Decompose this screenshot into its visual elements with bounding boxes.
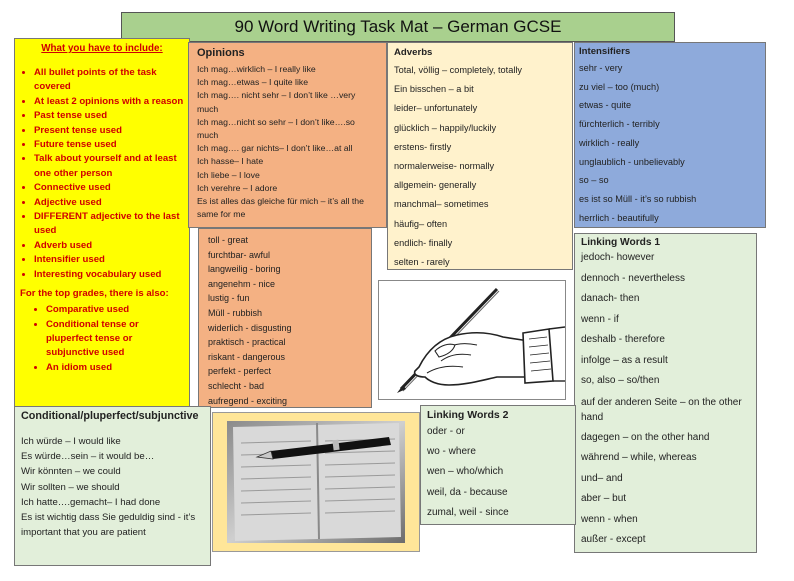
adjective-line: toll - great (208, 235, 249, 245)
adverb-line: manchmal– sometimes (394, 199, 489, 210)
linking-word-line: und– and (581, 472, 623, 484)
requirement-item: • Connective used (34, 181, 184, 195)
linking-word-line: oder - or (427, 426, 465, 437)
opinion-line: Ich verehre – I adore (197, 182, 278, 193)
opinion-line: same for me (197, 209, 246, 220)
conditional-line: Es ist wichtig dass Sie geduldig sind - it’s important that you are patient (21, 512, 196, 539)
opinion-line: Ich mag…etwas – I quite like (197, 77, 309, 88)
linking-words-2-heading: Linking Words 2 (427, 409, 509, 421)
opinion-line: Ich mag…. gar nichts– I don’t like…at all (197, 143, 353, 154)
adjectives-panel (198, 228, 372, 408)
adverbs-heading: Adverbs (394, 47, 433, 58)
opinions-panel (188, 42, 387, 228)
intensifier-line: wirklich - really (579, 137, 640, 148)
requirement-item: • All bullet points of the task covered (34, 66, 184, 95)
adverb-line: Ein bisschen – a bit (394, 84, 474, 95)
conditional-panel (14, 406, 211, 566)
adjective-line: riskant - dangerous (208, 351, 286, 362)
adjective-line: lustig - fun (208, 293, 250, 304)
fountain-pen-on-notebook-icon (213, 413, 419, 551)
adverb-line: leider– unfortunately (394, 103, 478, 114)
linking-word-line: infolge – as a result (581, 354, 668, 366)
linking-word-line: aber – but (581, 493, 627, 504)
linking-word-line: jedoch- however (581, 252, 655, 263)
linking-words-1-heading: Linking Words 1 (581, 237, 661, 248)
conditional-line: Es würde…sein – it would be… (21, 451, 155, 463)
adjective-line: langweilig - boring (208, 264, 281, 275)
intensifier-line: herrlich - beautifully (579, 212, 659, 223)
conditional-line: Ich würde – I would like (21, 436, 121, 447)
requirement-item: • Talk about yourself and at least one other person (34, 152, 184, 181)
opinion-line: much (197, 130, 219, 141)
top-grade-item: • Conditional tense or pluperfect tense or subjunctive used (46, 318, 184, 361)
intensifier-line: sehr - very (579, 63, 623, 73)
adjective-line: perfekt - perfect (208, 366, 272, 377)
top-grade-item: • Comparative used (46, 303, 184, 317)
opinion-line: Ich mag…wirklich – I really like (197, 64, 316, 74)
opinion-line: Ich mag…. nicht sehr – I don’t like …very (197, 90, 356, 101)
linking-words-2-panel (420, 405, 576, 525)
linking-word-line: weil, da - because (427, 486, 508, 498)
requirement-item: • Adjective used (34, 196, 184, 210)
adverb-line: glücklich – happily/luckily (394, 122, 497, 133)
adjective-line: aufregend - exciting (208, 395, 288, 406)
page-title: 90 Word Writing Task Mat – German GCSE (121, 12, 675, 42)
conditional-line: Wir könnten – we could (21, 466, 121, 478)
intensifier-line: zu viel – too (much) (579, 81, 660, 92)
adverb-line: endlich- finally (394, 237, 453, 248)
adjective-line: angenehm - nice (208, 278, 276, 289)
intensifiers-panel (574, 42, 766, 228)
conditional-line: Wir sollten – we should (21, 481, 120, 493)
linking-word-line: so, also – so/then (581, 375, 660, 386)
top-grade-item: • An idiom used (46, 361, 184, 375)
requirement-item: • Future tense used (34, 138, 184, 152)
opinion-line: Ich liebe – I love (197, 169, 260, 180)
adjective-line: widerlich - disgusting (208, 322, 292, 333)
linking-word-line: dennoch - nevertheless (581, 272, 685, 284)
requirement-item: • Past tense used (34, 109, 184, 123)
linking-words-1-panel (574, 233, 757, 553)
intensifier-line: unglaublich - unbelievably (579, 156, 685, 167)
adjective-line: Müll - rubbish (208, 307, 263, 318)
requirements-list (20, 66, 184, 282)
requirement-item: • At least 2 opinions with a reason (34, 95, 184, 109)
adverb-line: allgemein- generally (394, 180, 477, 191)
top-grades-heading: For the top grades, there is also: (20, 288, 169, 300)
linking-word-line: außer - except (581, 534, 646, 545)
adverb-line: selten - rarely (394, 257, 450, 268)
conditional-line: Ich hatte….gemacht– I had done (21, 496, 161, 508)
adverb-line: erstens- firstly (394, 141, 452, 152)
intensifiers-heading: Intensifiers (579, 46, 631, 57)
opinion-line: Ich hasse– I hate (197, 156, 264, 167)
adjective-line: schlecht - bad (208, 380, 265, 391)
requirement-item: • DIFFERENT adjective to the last used (34, 210, 184, 239)
linking-word-line: danach- then (581, 293, 640, 304)
linking-word-line: wenn - if (581, 313, 619, 325)
adverb-line: Total, völlig – completely, totally (394, 65, 522, 75)
linking-word-line: deshalb - therefore (581, 334, 665, 345)
linking-word-line: wen – who/which (427, 466, 504, 478)
requirement-item: • Adverb used (34, 239, 184, 253)
hand-writing-illustration (378, 280, 566, 400)
hand-writing-with-pen-icon (379, 281, 565, 399)
adverb-line: häufig– often (394, 218, 448, 229)
intensifier-line: fürchterlich - terribly (579, 119, 660, 130)
linking-word-line: dagegen – on the other hand (581, 431, 710, 443)
adverb-line: normalerweise- normally (394, 161, 495, 172)
linking-word-line: während – while, whereas (581, 452, 697, 463)
opinion-line: Ich mag…nicht so sehr – I don’t like….so (197, 116, 355, 127)
requirement-item: • Present tense used (34, 124, 184, 138)
opinions-heading: Opinions (197, 47, 245, 59)
adjective-line: furchtbar- awful (208, 249, 271, 260)
opinion-line: Es ist alles das gleiche für mich – it’s all the (197, 196, 364, 207)
adverbs-panel (387, 42, 573, 270)
linking-word-line: auf der anderen Seite – on the other hand (581, 396, 742, 423)
linking-word-line: wenn - when (581, 513, 638, 525)
conditional-heading: Conditional/pluperfect/subjunctive (21, 410, 199, 422)
opinion-line: much (197, 103, 219, 114)
adjective-line: praktisch - practical (208, 337, 286, 348)
requirement-item: • Interesting vocabulary used (34, 268, 184, 282)
intensifier-line: es ist so Müll - it’s so rubbish (579, 193, 697, 204)
requirement-item: • Intensifier used (34, 253, 184, 267)
linking-word-line: zumal, weil - since (427, 506, 509, 518)
intensifier-line: so – so (579, 175, 609, 186)
requirements-heading: What you have to include: (41, 43, 163, 54)
top-grades-list (20, 303, 184, 375)
requirements-panel (14, 38, 190, 408)
notebook-photo (212, 412, 420, 552)
intensifier-line: etwas - quite (579, 100, 632, 111)
linking-word-line: wo - where (427, 446, 476, 458)
